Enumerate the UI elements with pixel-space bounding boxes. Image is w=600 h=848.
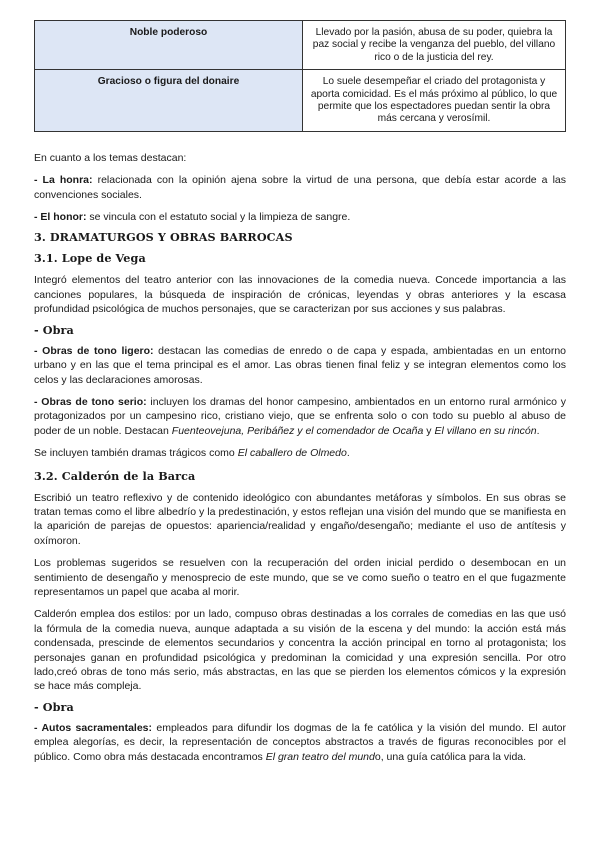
serio-title2: El villano en su rincón xyxy=(434,424,537,437)
serio-titles: Fuenteovejuna, Peribáñez y el comendador de Ocaña xyxy=(171,424,424,437)
honor-label: - El honor: xyxy=(34,211,87,224)
tragicos-text: Se incluyen también dramas trágicos como xyxy=(34,447,238,460)
autos-end: o, una guía católica para la vida. xyxy=(374,750,527,763)
honra-label: - La honra: xyxy=(34,174,93,187)
serio-label: - Obras de tono serio: xyxy=(34,395,147,408)
serio-y: y xyxy=(423,424,435,437)
description-cell: Lo suele desempeñar el criado del protagonista y aporta comicidad. Es el más próximo al público, lo que permite que los espectadores puedan sentir la obra más cercana y verosímil. xyxy=(303,70,566,132)
ligero-paragraph xyxy=(34,344,566,387)
calderon-p3: Calderón emplea dos estilos: por un lado, compuso obras destinadas a los corrales de comedias en las que usó la fórmula de la comedia nueva, aunque adaptada a su visión de la escena y del mundo: la acción está más condensada, prescinde de elementos secundarios y concentra la acción principal en torno al protagonista; los personajes ganan en profundidad psicológica y predominan la comicidad y una expresión sencilla. Por otro lado,creó obras de tono más serio, más abstractas, en las que se pierden los elementos cómicos y la expresión se hace más compleja. xyxy=(34,608,566,693)
ligero-text: destacan las comedias de enredo o de capa y espada, ambientadas en un entorno urbano y en las que el tema principal es el amor. Las obras tienen final feliz y se integran elementos como los celos y las declaraciones amorosas. xyxy=(34,344,566,386)
lope-heading: 3.1. Lope de Vega xyxy=(34,251,146,266)
document-page xyxy=(34,20,566,764)
role-cell: Gracioso o figura del donaire xyxy=(35,70,303,132)
ligero-label: - Obras de tono ligero: xyxy=(34,344,154,357)
table-row xyxy=(35,21,566,70)
section-heading: 3. DRAMATURGOS Y OBRAS BARROCAS xyxy=(34,230,293,245)
honor-text: se vincula con el estatuto social y la limpieza de sangre. xyxy=(86,211,351,224)
lope-obra-heading: - Obra xyxy=(34,322,74,337)
autos-title: El gran teatro del mund xyxy=(265,750,375,763)
serio-end: . xyxy=(536,424,540,437)
role-cell: Noble poderoso xyxy=(35,21,303,70)
autos-label: - Autos sacramentales: xyxy=(34,721,153,734)
serio-paragraph xyxy=(34,395,566,438)
tragicos-paragraph xyxy=(34,446,566,460)
lope-intro: Integró elementos del teatro anterior con las innovaciones de la comedia nueva. Concede importancia a las canciones populares, la búsqueda de inspiración de crónicas, leyendas y obras anteriores y la escasa profundidad psicológica de muchos personajes, que se caracterizan por sus acciones y sus palabras. xyxy=(34,274,566,316)
tragicos-title: El caballero de Olmedo xyxy=(237,447,347,460)
calderon-p2: Los problemas sugeridos se resuelven con la recuperación del orden inicial perdido o desembocan en un sentimiento de desengaño y menosprecio de este mundo, que se ve como sueño o teatro en el que fugazmente representamos un papel que acaba al morir. xyxy=(34,557,566,598)
characters-table xyxy=(34,20,566,132)
honra-text: relacionada con la opinión ajena sobre la virtud de una persona, que debía estar acorde a las convenciones sociales. xyxy=(34,174,566,201)
calderon-obra-heading: - Obra xyxy=(34,699,74,714)
temas-intro: En cuanto a los temas destacan: xyxy=(34,151,187,164)
description-cell: Llevado por la pasión, abusa de su poder, quiebra la paz social y recibe la venganza del pueblo, del villano rico o de la justicia del rey. xyxy=(303,21,566,70)
autos-paragraph xyxy=(34,721,566,764)
calderon-heading: 3.2. Calderón de la Barca xyxy=(34,468,196,483)
table-row xyxy=(35,70,566,132)
serio-text: incluyen los dramas del honor campesino, ambientados en un entorno rural armónico y protagonizados por un campesino rico, cristiano viejo, que se enfrenta solo o con todo su pueblo al abuso de poder de un noble. Destacan xyxy=(34,395,566,437)
calderon-p1: Escribió un teatro reflexivo y de contenido ideológico con abundantes metáforas y símbolos. En sus obras se tratan temas como el libre albedrío y la predestinación, y estos reflejan una visión del mundo que se manifiesta en la aparición de parejas de opuestos: apariencia/realidad y engaño/desengaño; mediante el uso de antítesis y oxímoron. xyxy=(34,491,566,547)
tragicos-end: . xyxy=(346,447,350,460)
honor-paragraph xyxy=(34,210,566,224)
autos-text: empleados para difundir los dogmas de la fe católica y la visión del mundo. El autor emplea alegorías, es decir, la representación de conceptos abstractos a través de figuras reconocibles por el público. Como obra más destacada encontramos xyxy=(34,721,567,763)
honra-paragraph xyxy=(34,173,566,202)
